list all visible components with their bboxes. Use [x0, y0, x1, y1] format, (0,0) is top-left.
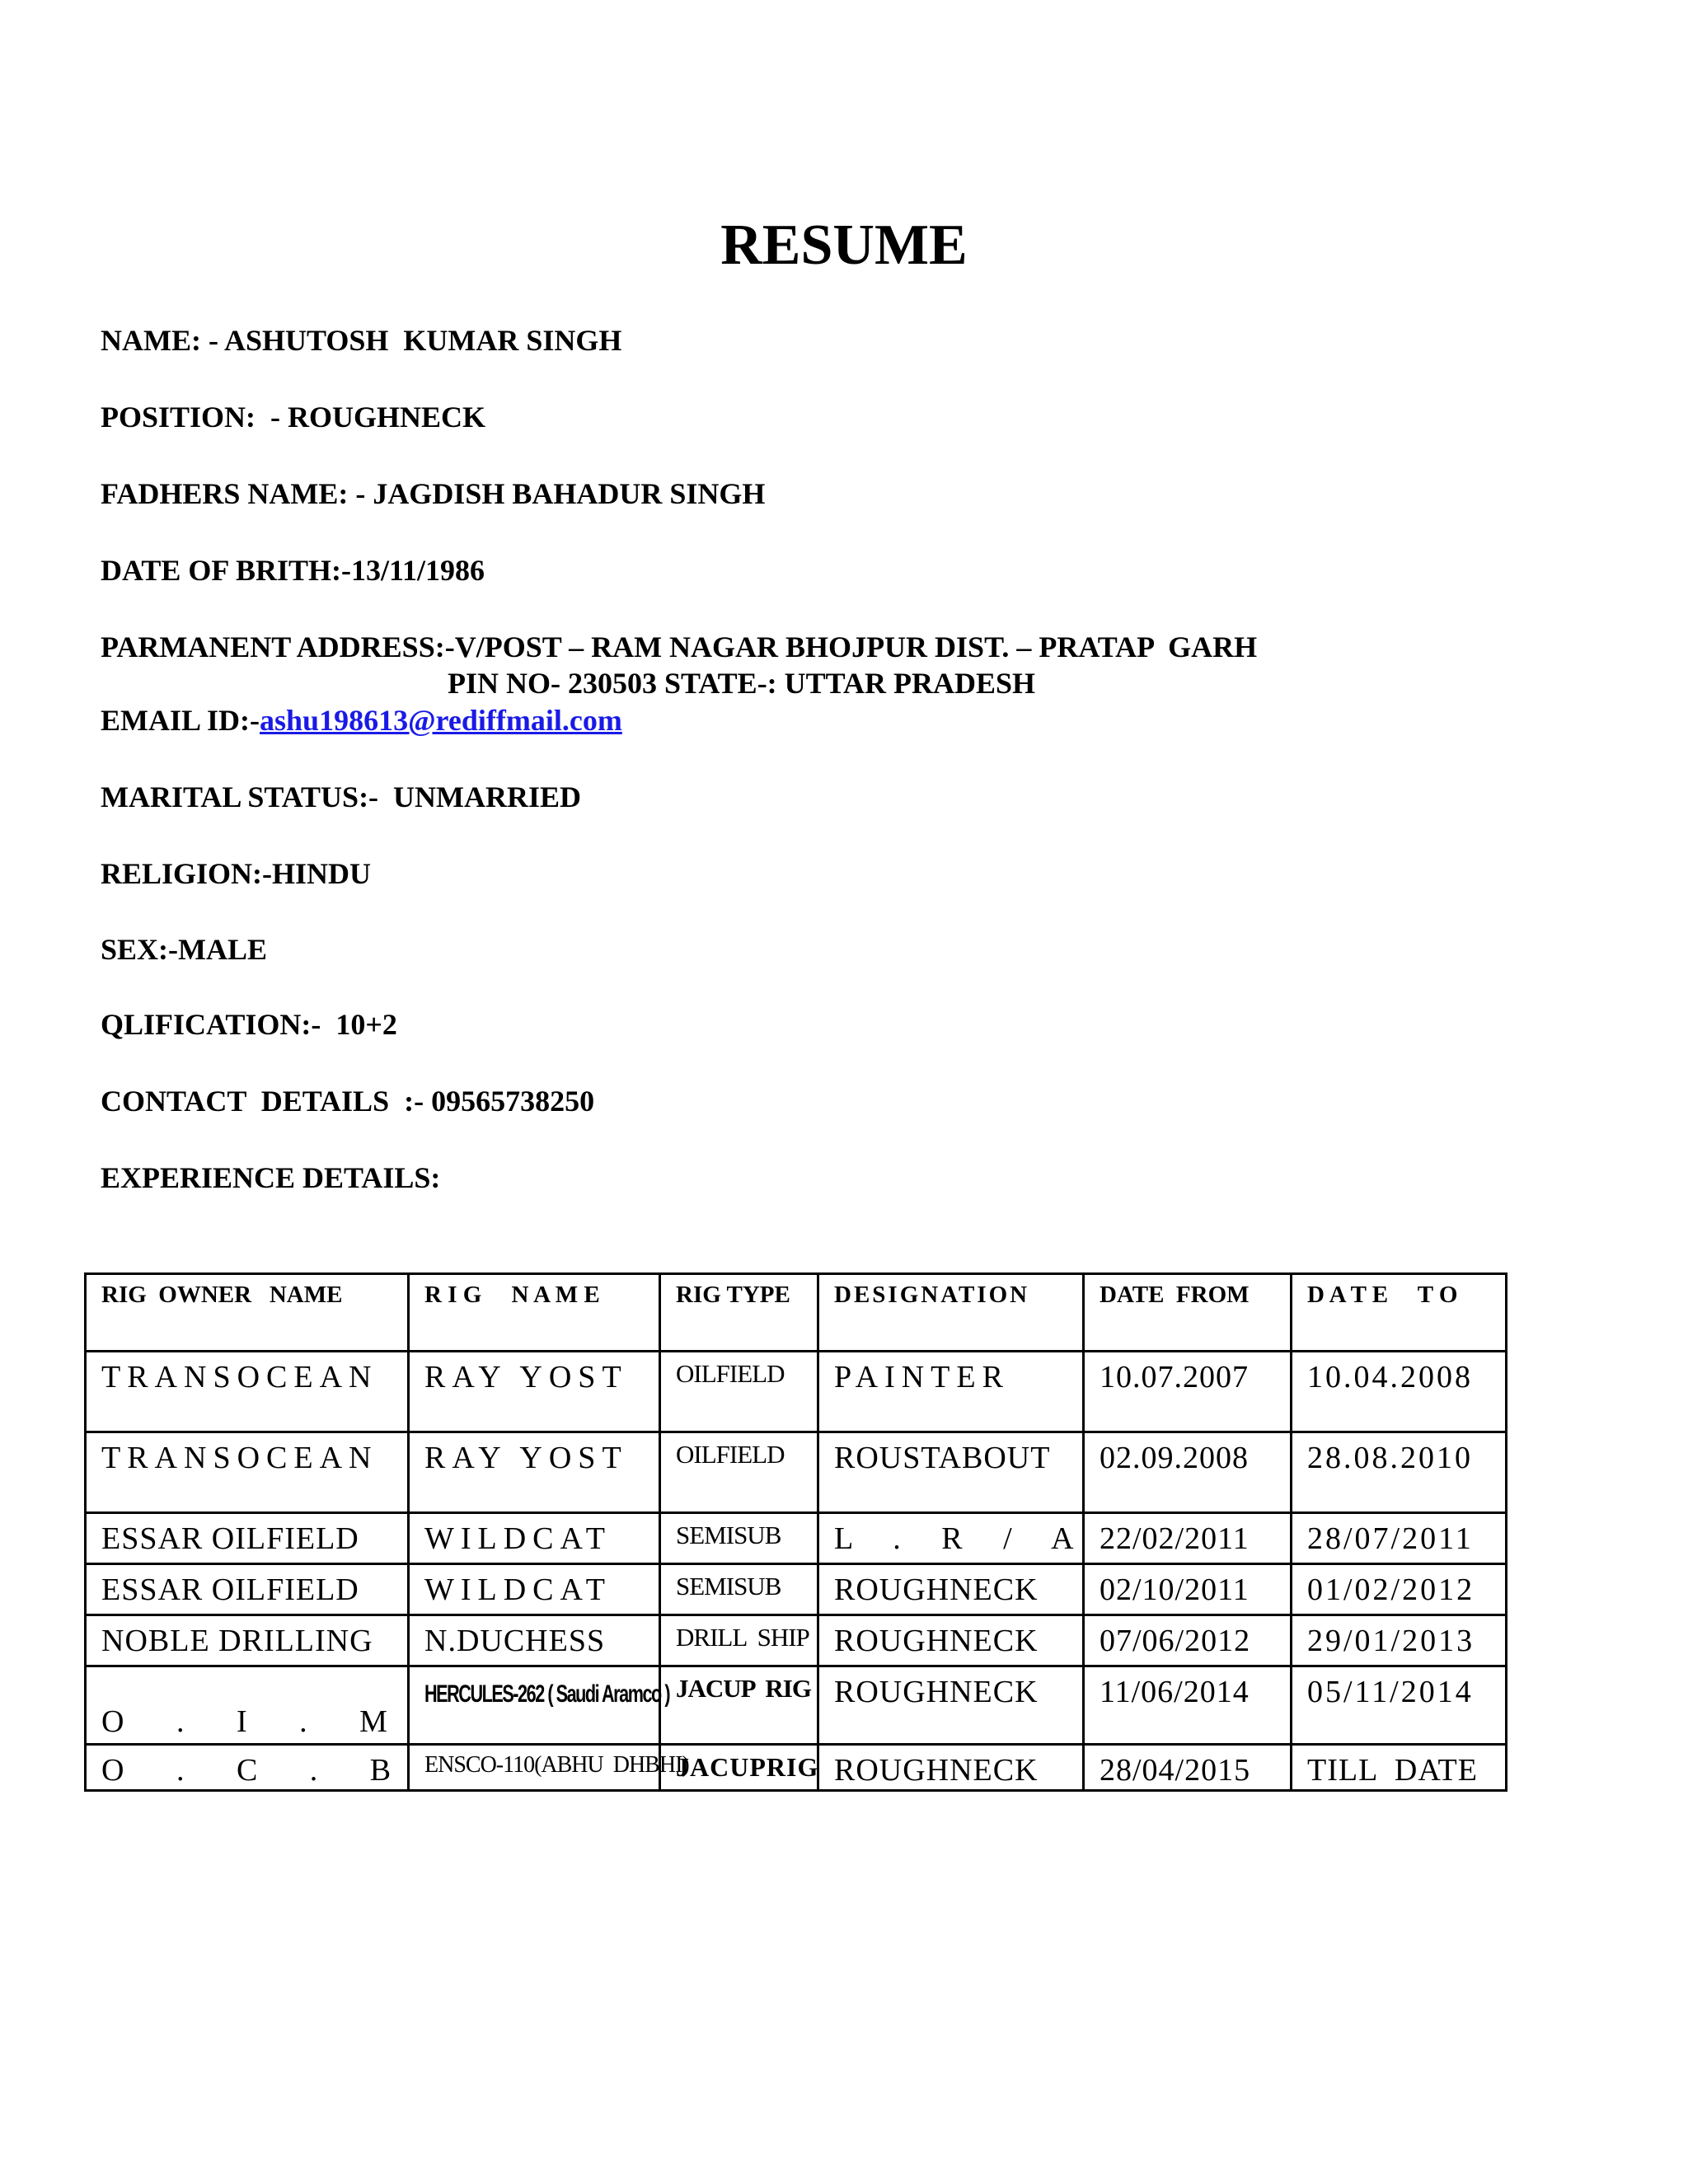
cell-owner: O . I . M — [86, 1666, 409, 1745]
experience-table — [84, 1272, 1507, 1792]
page-title: RESUME — [720, 213, 968, 277]
cell-designation: L . R / A — [818, 1513, 1084, 1564]
table-row — [86, 1615, 1507, 1666]
cell-rig-type: DRILL SHIP — [660, 1615, 818, 1666]
contact-label: CONTACT DETAILS :- — [101, 1085, 432, 1118]
cell-owner: TRANSOCEAN — [86, 1352, 409, 1432]
date-of-birth-field — [101, 553, 485, 588]
cell-date-from: 10.07.2007 — [1084, 1352, 1292, 1432]
religion-field — [101, 856, 371, 891]
cell-designation: ROUGHNECK — [818, 1666, 1084, 1745]
position-label: POSITION: - — [101, 401, 288, 434]
sex-label: SEX:- — [101, 933, 179, 966]
qualification-value: 10+2 — [335, 1008, 397, 1041]
cell-date-to: 01/02/2012 — [1292, 1564, 1507, 1615]
table-row — [86, 1564, 1507, 1615]
table-header-row — [86, 1274, 1507, 1352]
qualification-label: QLIFICATION:- — [101, 1008, 336, 1041]
cell-rig-name: RAY YOST — [409, 1352, 660, 1432]
father-name-label: FADHERS NAME: - — [101, 477, 373, 510]
address-line-2: PIN NO- 230503 STATE-: UTTAR PRADESH — [448, 667, 1036, 700]
header-designation: DESIGNATION — [818, 1274, 1084, 1352]
table-row — [86, 1432, 1507, 1513]
cell-date-from: 02/10/2011 — [1084, 1564, 1292, 1615]
cell-date-to: 28/07/2011 — [1292, 1513, 1507, 1564]
marital-status-label: MARITAL STATUS:- — [101, 780, 394, 813]
header-rig-name: R I G N A M E — [409, 1274, 660, 1352]
experience-heading: EXPERIENCE DETAILS: — [101, 1161, 441, 1194]
cell-rig-name: N.DUCHESS — [409, 1615, 660, 1666]
marital-status-value: UNMARRIED — [393, 780, 582, 813]
date-of-birth-value: 13/11/1986 — [351, 554, 485, 587]
cell-rig-name: RAY YOST — [409, 1432, 660, 1513]
email-link[interactable]: ashu198613@rediffmail.com — [260, 704, 622, 737]
cell-owner: O . C . B — [86, 1745, 409, 1791]
cell-date-to: TILL DATE — [1292, 1745, 1507, 1791]
cell-date-to: 05/11/2014 — [1292, 1666, 1507, 1745]
cell-rig-type: SEMISUB — [660, 1564, 818, 1615]
cell-rig-name: WILDCAT — [409, 1513, 660, 1564]
position-field — [101, 400, 485, 434]
cell-owner: ESSAR OILFIELD — [86, 1513, 409, 1564]
address-field — [101, 630, 1257, 664]
cell-designation: ROUGHNECK — [818, 1615, 1084, 1666]
cell-designation: ROUGHNECK — [818, 1745, 1084, 1791]
cell-date-to: 29/01/2013 — [1292, 1615, 1507, 1666]
religion-label: RELIGION:- — [101, 857, 273, 890]
cell-date-to: 10.04.2008 — [1292, 1352, 1507, 1432]
address-line-1: V/POST – RAM NAGAR BHOJPUR DIST. – PRATAP GARH — [454, 630, 1258, 663]
cell-date-from: 07/06/2012 — [1084, 1615, 1292, 1666]
sex-field — [101, 932, 267, 967]
qualification-field — [101, 1007, 397, 1042]
cell-designation: ROUSTABOUT — [818, 1432, 1084, 1513]
name-field — [101, 323, 621, 358]
table-row — [86, 1745, 1507, 1791]
date-of-birth-label: DATE OF BRITH:- — [101, 554, 352, 587]
cell-rig-name-text: HERCULES-262 ( Saudi Aramco ) — [424, 1680, 670, 1708]
cell-rig-type: OILFIELD — [660, 1432, 818, 1513]
cell-date-from: 11/06/2014 — [1084, 1666, 1292, 1745]
cell-date-from: 22/02/2011 — [1084, 1513, 1292, 1564]
cell-rig-name: WILDCAT — [409, 1564, 660, 1615]
religion-value: HINDU — [272, 857, 372, 890]
header-date-to: D A T E T O — [1292, 1274, 1507, 1352]
cell-owner: TRANSOCEAN — [86, 1432, 409, 1513]
cell-owner: ESSAR OILFIELD — [86, 1564, 409, 1615]
cell-date-from: 02.09.2008 — [1084, 1432, 1292, 1513]
name-label: NAME: - — [101, 324, 224, 357]
cell-designation: PAINTER — [818, 1352, 1084, 1432]
father-name-value: JAGDISH BAHADUR SINGH — [373, 477, 766, 510]
contact-value: 09565738250 — [431, 1085, 595, 1118]
header-date-from: DATE FROM — [1084, 1274, 1292, 1352]
cell-rig-type: SEMISUB — [660, 1513, 818, 1564]
contact-field — [101, 1084, 594, 1118]
address-label: PARMANENT ADDRESS:- — [101, 630, 455, 663]
marital-status-field — [101, 780, 581, 814]
header-owner: RIG OWNER NAME — [86, 1274, 409, 1352]
cell-date-to: 28.08.2010 — [1292, 1432, 1507, 1513]
header-rig-type: RIG TYPE — [660, 1274, 818, 1352]
cell-rig-type: JACUP RIG — [660, 1666, 818, 1745]
cell-rig-name — [409, 1666, 670, 1745]
table-row — [86, 1666, 1507, 1745]
father-name-field — [101, 476, 765, 511]
cell-rig-type: JACUPRIG — [660, 1745, 818, 1791]
cell-date-from: 28/04/2015 — [1084, 1745, 1292, 1791]
sex-value: MALE — [178, 933, 268, 966]
cell-designation: ROUGHNECK — [818, 1564, 1084, 1615]
email-label: EMAIL ID:- — [101, 704, 260, 737]
position-value: ROUGHNECK — [288, 401, 486, 434]
email-field — [101, 703, 622, 738]
table-row — [86, 1352, 1507, 1432]
cell-owner: NOBLE DRILLING — [86, 1615, 409, 1666]
name-value: ASHUTOSH KUMAR SINGH — [223, 324, 622, 357]
table-row — [86, 1513, 1507, 1564]
cell-rig-type: OILFIELD — [660, 1352, 818, 1432]
cell-rig-name: ENSCO-110(ABHU DHBHI) — [409, 1745, 660, 1791]
